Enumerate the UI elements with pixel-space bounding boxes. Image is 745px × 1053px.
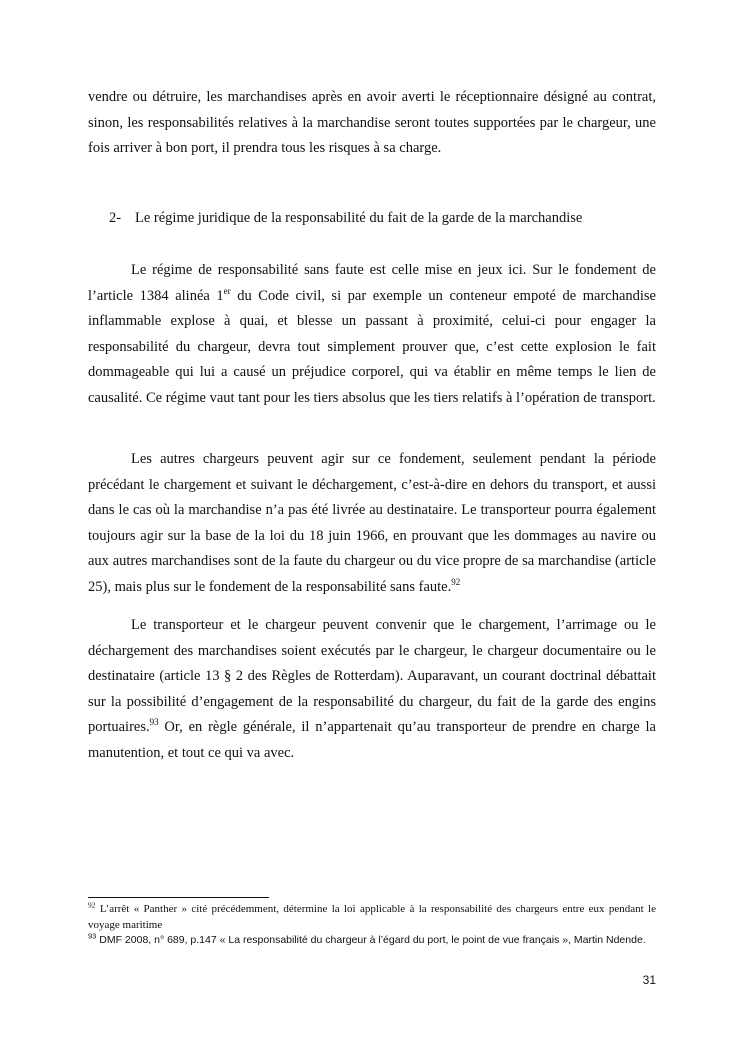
- section-heading: [109, 207, 582, 229]
- paragraph-1: [88, 258, 656, 412]
- footnote-number: 93: [88, 931, 97, 941]
- paragraph-3-part-1: Le transporteur et le chargeur peuvent convenir que le chargement, l’arrimage ou le déchargement des marchandises soient exécutés par le chargeur, le chargeur documentaire ou le destinataire (article 13 § 2 des Règles de Rotterdam). Auparavant, un courant doctrinal débattait sur la possibilité d’engagement de la responsabilité du chargeur, du fait de la garde des engins portuaires.: [88, 617, 656, 736]
- section-heading-text: Le régime juridique de la responsabilité du fait de la garde de la marchandise: [135, 210, 583, 226]
- footnote-separator: [88, 897, 269, 898]
- page-number: 31: [642, 973, 656, 987]
- footnote-number: 92: [88, 900, 96, 910]
- footnote-93: [88, 933, 656, 949]
- paragraph-1-part-1: Le régime de responsabilité sans faute est celle mise en jeux ici. Sur le fondement de l’article 1384 alinéa 1: [88, 262, 656, 304]
- paragraph-3-part-2: Or, en règle générale, il n’appartenait qu’au transporteur de prendre en charge la manutention, et tout ce qui va avec.: [88, 719, 656, 761]
- footnote-ref-92[interactable]: 92: [451, 577, 461, 588]
- paragraph-2: [88, 447, 656, 601]
- paragraph-1-part-2: du Code civil, si par exemple un conteneur empoté de marchandise inflammable explose à quai, et blesse un passant à proximité, celui-ci pour engager la responsabilité du chargeur, devra tout simplement prouver que, c’est cette explosion le fait dommageable qui lui a causé un préjudice corporel, qui va établir en même temps le lien de causalité. Ce régime vaut tant pour les tiers absolus que les tiers relatifs à l’opération de transport.: [88, 287, 656, 406]
- paragraph-3: [88, 613, 656, 767]
- section-heading-number: 2-: [109, 210, 122, 226]
- paragraph-2-text: Les autres chargeurs peuvent agir sur ce fondement, seulement pendant la période précédant le chargement et suivant le déchargement, c’est-à-dire en dehors du transport, et aussi dans le cas où la marchandise n’a pas été livrée au destinataire. Le transporteur pourra également toujours agir sur la base de la loi du 18 juin 1966, en prouvant que les dommages au navire ou aux autres marchandises sont de la faute du chargeur ou du vice propre de sa marchandise (article 25), mais plus sur le fondement de la responsabilité sans faute.: [88, 451, 656, 595]
- footnote-text: DMF 2008, n° 689, p.147 « La responsabilité du chargeur à l’égard du port, le point de vue français », Martin Ndende.: [96, 934, 646, 946]
- ordinal-superscript: er: [223, 285, 231, 296]
- continuation-paragraph: vendre ou détruire, les marchandises après en avoir averti le réceptionnaire désigné au contrat, sinon, les responsabilités relatives à la marchandise seront toutes supportées par le chargeur, une fois arriver à bon port, il prendra tous les risques à sa charge.: [88, 89, 656, 157]
- footnote-92: [88, 902, 656, 933]
- footnote-text: L’arrêt « Panther » cité précédemment, détermine la loi applicable à la responsabilité des chargeurs entre eux pendant le voyage maritime: [88, 903, 656, 931]
- footnote-ref-93[interactable]: 93: [149, 717, 159, 728]
